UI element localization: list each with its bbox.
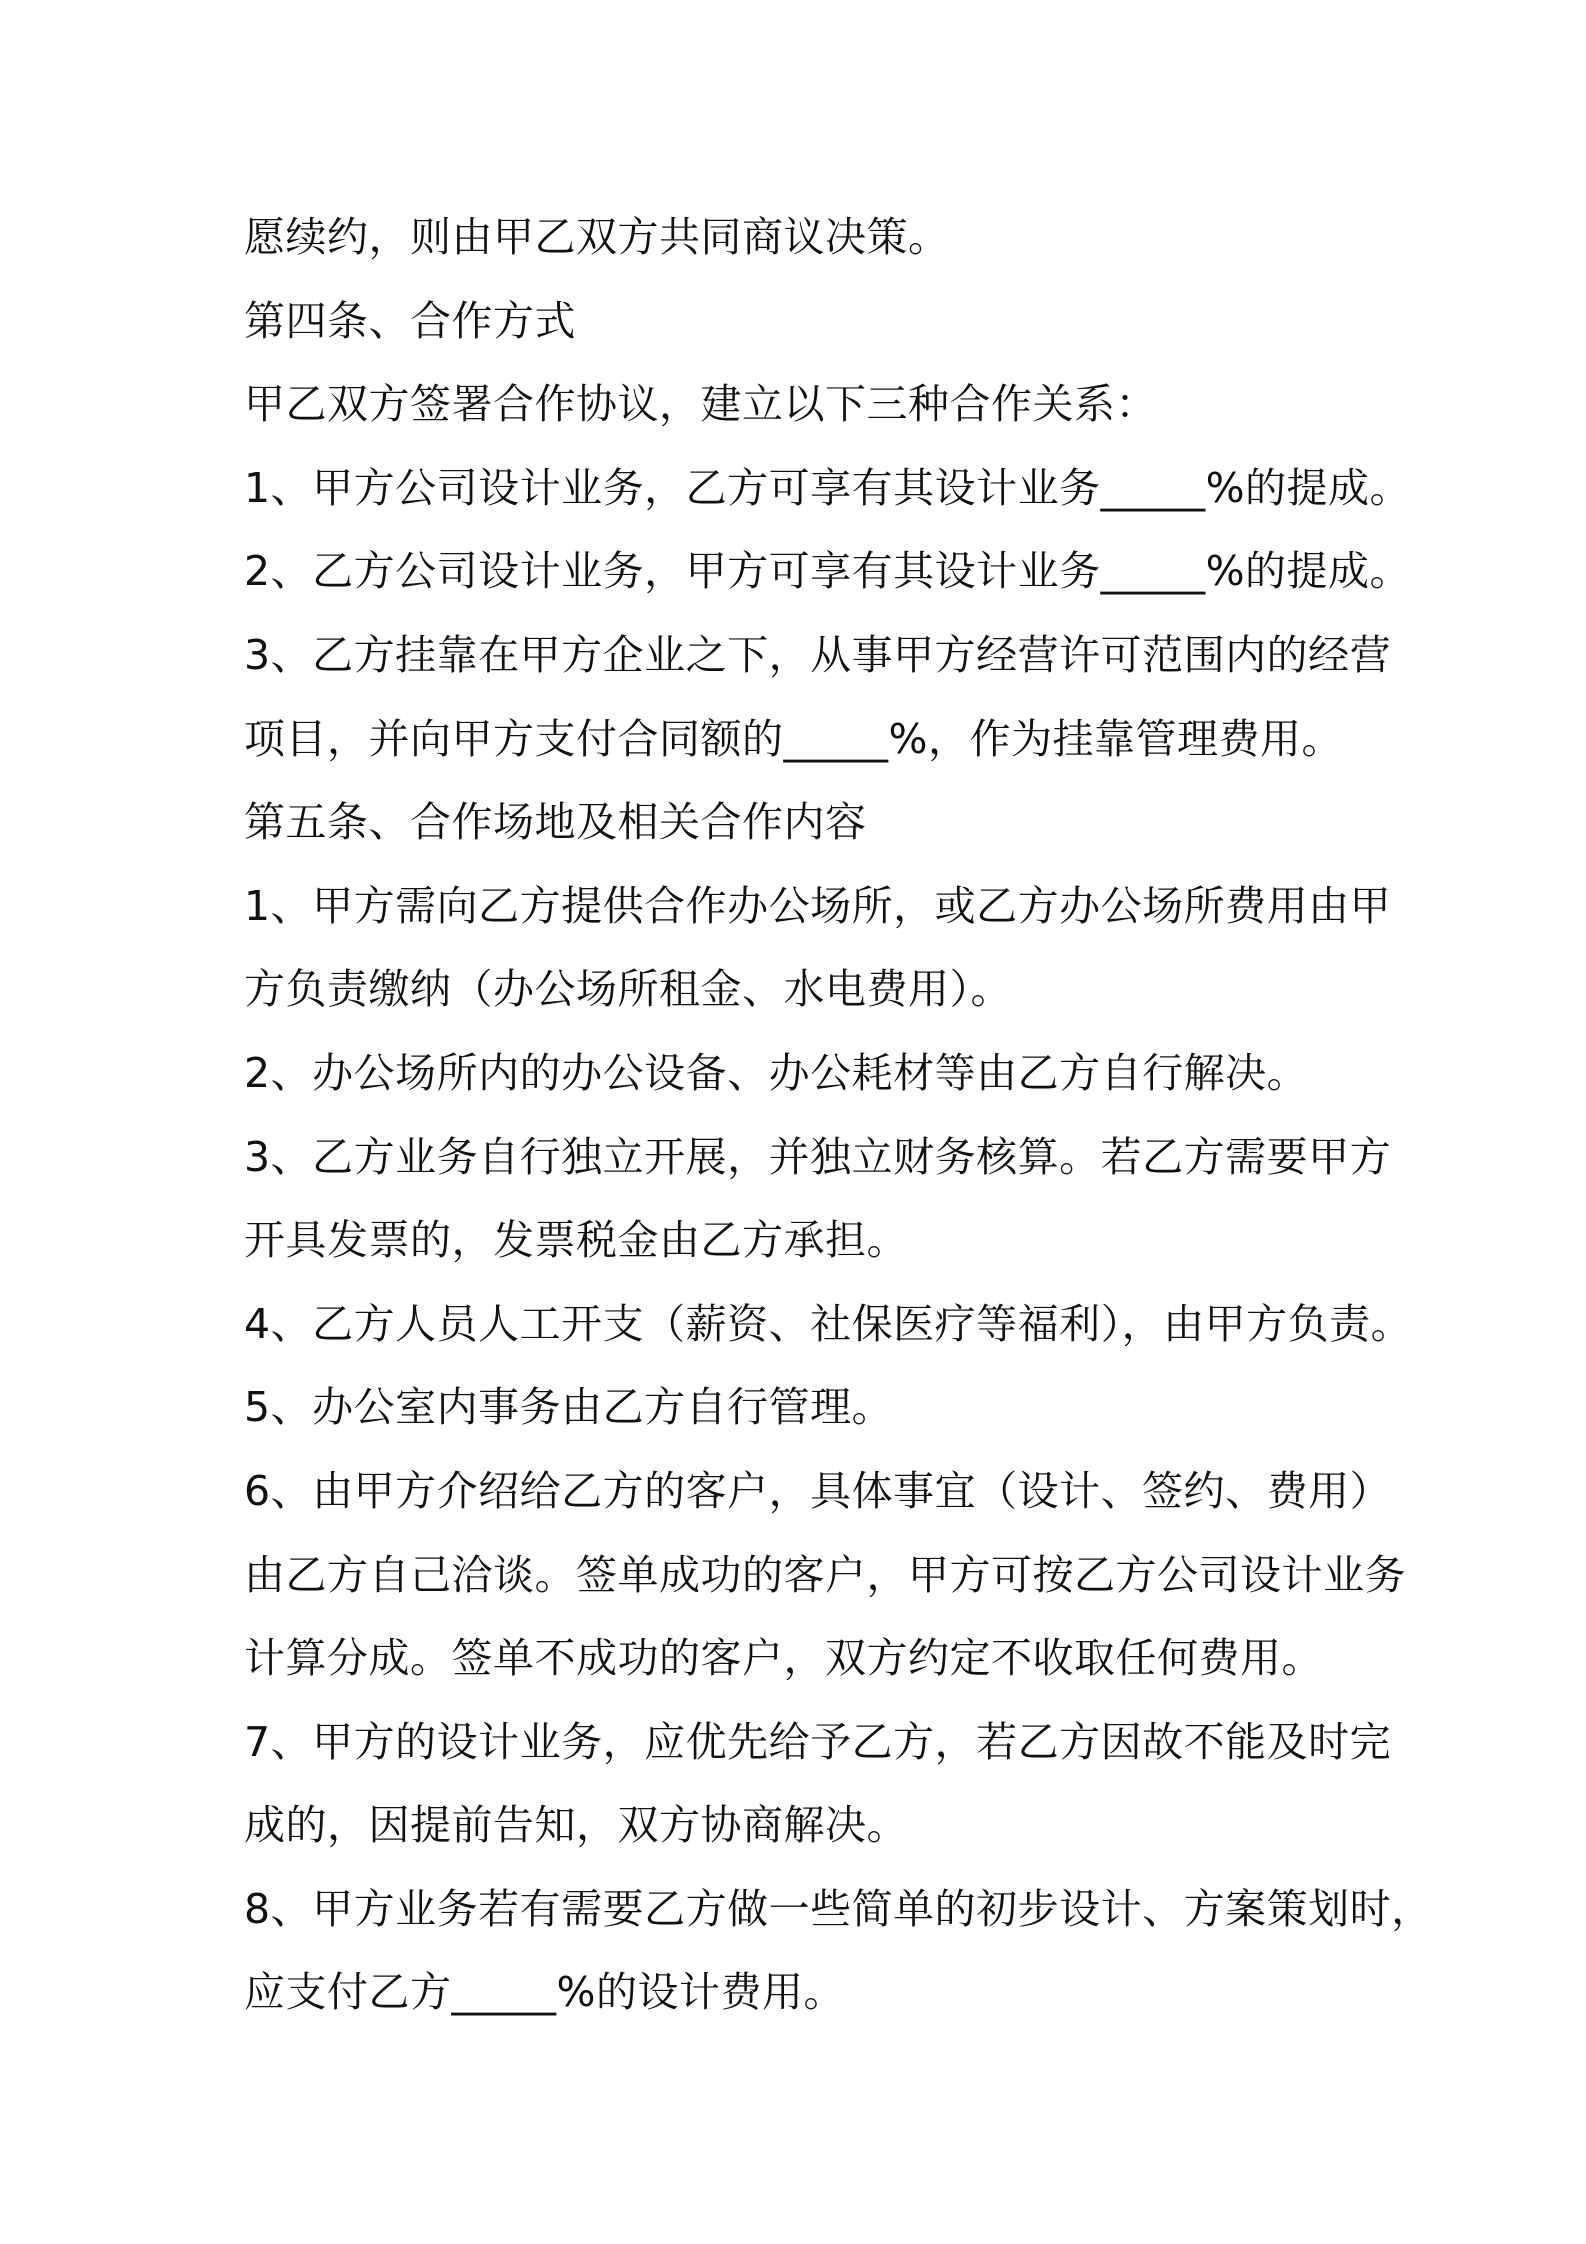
clause-line: 6、由甲方介绍给乙方的客户，具体事宜（设计、签约、费用） [244,1466,1392,1515]
document-body [244,196,1433,2035]
clause-line: 4、乙方人员人工开支（薪资、社保医疗等福利），由甲方负责。 [244,1299,1413,1348]
article-heading: 第四条、合作方式 [244,296,576,345]
clause-line: 3、乙方业务自行独立开展，并独立财务核算。若乙方需要甲方 [244,1132,1392,1181]
clause-line: 1、甲方公司设计业务，乙方可享有其设计业务_____%的提成。 [244,463,1412,512]
clause-line: 开具发票的，发票税金由乙方承担。 [244,1216,908,1265]
article-heading: 第五条、合作场地及相关合作内容 [244,798,867,847]
clause-line: 成的，因提前告知，双方协商解决。 [244,1801,908,1850]
paragraph-line: 甲乙双方签署合作协议，建立以下三种合作关系： [244,380,1157,429]
clause-line: 7、甲方的设计业务，应优先给予乙方，若乙方因故不能及时完 [244,1717,1392,1766]
clause-line: 3、乙方挂靠在甲方企业之下，从事甲方经营许可范围内的经营 [244,630,1392,679]
clause-line: 2、办公场所内的办公设备、办公耗材等由乙方自行解决。 [244,1048,1309,1097]
clause-line: 1、甲方需向乙方提供合作办公场所，或乙方办公场所费用由甲 [244,881,1392,930]
clause-line: 应支付乙方_____%的设计费用。 [244,1968,845,2017]
paragraph-line: 愿续约，则由甲乙双方共同商议决策。 [244,213,950,261]
clause-line: 计算分成。签单不成功的客户，双方约定不收取任何费用。 [244,1634,1323,1683]
clause-line: 8、甲方业务若有需要乙方做一些简单的初步设计、方案策划时， [244,1884,1433,1933]
clause-line: 2、乙方公司设计业务，甲方可享有其设计业务_____%的提成。 [244,547,1412,596]
clause-line: 项目，并向甲方支付合同额的_____%，作为挂靠管理费用。 [244,714,1343,763]
clause-line: 5、办公室内事务由乙方自行管理。 [244,1383,894,1432]
clause-line: 由乙方自己洽谈。签单成功的客户，甲方可按乙方公司设计业务 [244,1550,1406,1599]
clause-line: 方负责缴纳（办公场所租金、水电费用）。 [244,965,1012,1014]
